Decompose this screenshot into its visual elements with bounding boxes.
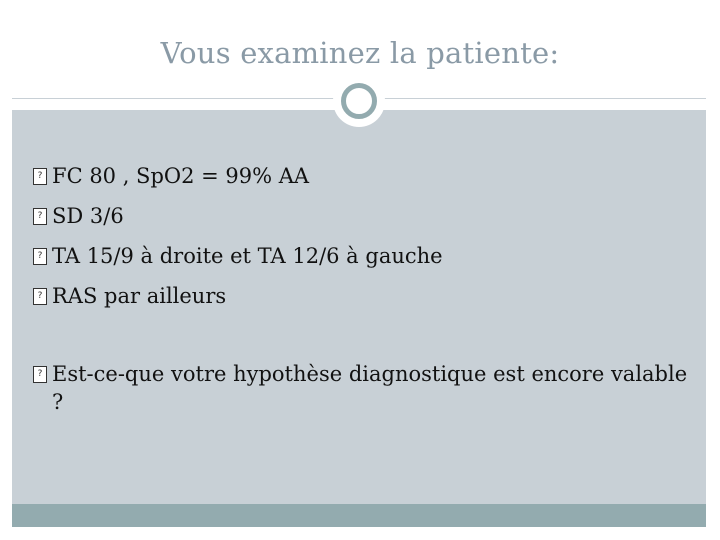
bullet-item [33, 360, 693, 416]
bullet-box-icon: ? [33, 248, 47, 265]
bullet-box-icon: ? [33, 366, 47, 383]
bullet-box-icon: ? [33, 168, 47, 185]
bullet-box-icon: ? [33, 288, 47, 305]
bullet-item [33, 162, 693, 202]
bullet-box-icon: ? [33, 208, 47, 225]
bullet-text: SD 3/6 [52, 204, 124, 228]
bullet-list [33, 162, 693, 416]
footer-bar [12, 504, 706, 527]
ring-circle-icon [341, 83, 377, 119]
bullet-item [33, 282, 693, 322]
bullet-item [33, 242, 693, 282]
bullet-text: Est-ce-que votre hypothèse diagnostique est encore valable ? [52, 362, 688, 414]
bullet-item [33, 202, 693, 242]
bullet-text: RAS par ailleurs [52, 284, 227, 308]
bullet-text: TA 15/9 à droite et TA 12/6 à gauche [52, 244, 443, 268]
bullet-text: FC 80 , SpO2 = 99% AA [52, 164, 310, 188]
slide-title: Vous examinez la patiente: [160, 36, 560, 70]
